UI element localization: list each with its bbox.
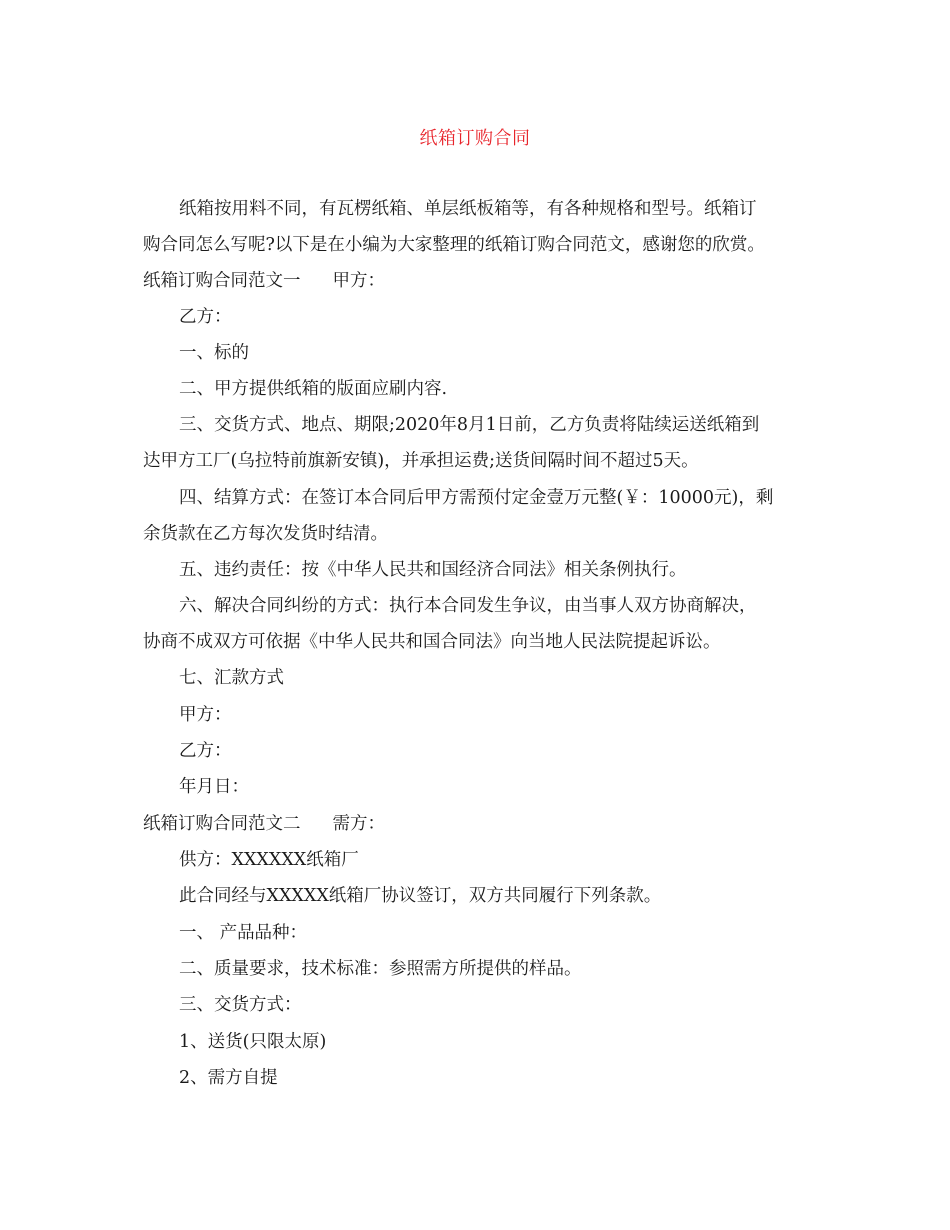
sample-one-item-3-line-1: 三、交货方式、地点、期限;2020年8月1日前，乙方负责将陆续运送纸箱到	[179, 415, 760, 435]
sample-two-item-3: 三、交货方式：	[179, 995, 302, 1015]
sample-one-item-5: 五、违约责任：按《中华人民共和国经济合同法》相关条例执行。	[179, 560, 687, 580]
sample-one-item-6-line-1: 六、解决合同纠纷的方式：执行本合同发生争议，由当事人双方协商解决，	[179, 596, 757, 616]
sample-one-item-3-line-2: 达甲方工厂(乌拉特前旗新安镇)，并承担运费;送货间隔时间不超过5天。	[143, 451, 699, 471]
intro-paragraph-line-2: 购合同怎么写呢?以下是在小编为大家整理的纸箱订购合同范文，感谢您的欣赏。	[143, 235, 765, 255]
sample-one-item-2: 二、甲方提供纸箱的版面应刷内容.	[179, 379, 448, 399]
sample-one-party-b: 乙方：	[179, 307, 232, 327]
sample-two-preamble: 此合同经与XXXXX纸箱厂协议签订，双方共同履行下列条款。	[179, 886, 662, 906]
sample-two-demander: 需方：	[332, 814, 385, 834]
sample-one-signature-party-b: 乙方：	[179, 741, 232, 761]
sample-one-date: 年月日：	[179, 777, 249, 797]
sample-two-item-2: 二、质量要求，技术标准：参照需方所提供的样品。	[179, 959, 582, 979]
sample-two-item-1: 一、 产品品种：	[179, 923, 308, 943]
sample-one-party-a: 甲方：	[332, 271, 385, 291]
sample-two-supplier: 供方：XXXXXX纸箱厂	[179, 850, 359, 870]
sample-one-item-7: 七、汇款方式	[179, 668, 284, 688]
sample-one-item-4-line-1: 四、结算方式：在签订本合同后甲方需预付定金壹万元整(￥：10000元)，剩	[179, 488, 774, 508]
document-title: 纸箱订购合同	[419, 128, 531, 149]
sample-one-heading-line	[143, 270, 385, 292]
sample-one-signature-party-a: 甲方：	[179, 705, 232, 725]
sample-two-item-3-1: 1、送货(只限太原)	[179, 1032, 327, 1052]
sample-one-heading: 纸箱订购合同范文一	[143, 271, 301, 291]
sample-one-item-4-line-2: 余货款在乙方每次发货时结清。	[143, 524, 388, 544]
intro-paragraph-line-1: 纸箱按用料不同，有瓦楞纸箱、单层纸板箱等，有各种规格和型号。纸箱订	[179, 199, 757, 219]
sample-two-heading-line	[143, 813, 385, 835]
sample-two-heading: 纸箱订购合同范文二	[143, 814, 301, 834]
sample-two-item-3-2: 2、需方自提	[179, 1068, 278, 1088]
sample-one-item-1: 一、标的	[179, 343, 249, 363]
sample-one-item-6-line-2: 协商不成双方可依据《中华人民共和国合同法》向当地人民法院提起诉讼。	[143, 632, 721, 652]
